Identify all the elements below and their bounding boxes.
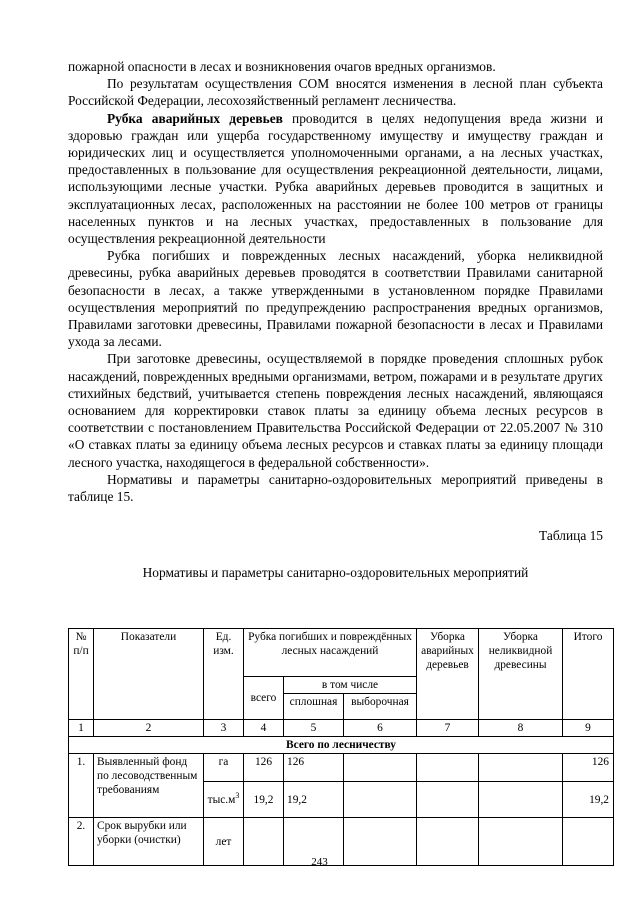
row-1-area-illiquid [479,754,563,782]
col-number-3: 3 [204,720,244,737]
header-illiquid-wood: Уборка неликвидной древесины [479,629,563,720]
row-1-area-selective [344,754,417,782]
col-number-9: 9 [563,720,614,737]
header-unit: Ед. изм. [204,629,244,720]
row-1-unit-volume-text: тыс.м [207,793,236,806]
row-1-num: 1. [69,754,94,818]
table-title: Нормативы и параметры санитарно-оздоровительных мероприятий [142,565,529,581]
paragraph-6: Нормативы и параметры санитарно-оздоровительных мероприятий приведены в таблице 15. [68,471,603,505]
header-selective-felling: выборочная [344,694,417,720]
document-body [68,58,603,581]
row-1-volume-selective [344,782,417,818]
paragraph-3 [68,110,603,248]
row-1-volume-clear: 19,2 [284,782,344,818]
row-1-unit-volume [204,782,244,818]
col-number-4: 4 [244,720,284,737]
row-1-area-sum: 126 [563,754,614,782]
row-1-volume-sum: 19,2 [563,782,614,818]
row-1-volume-total: 19,2 [244,782,284,818]
row-1-unit-volume-sup: 3 [235,790,240,800]
header-including: в том числе [284,677,417,694]
page-number: 243 [311,856,328,868]
header-total: Итого [563,629,614,720]
col-number-8: 8 [479,720,563,737]
row-2-unit: лет [204,818,244,866]
paragraph-5: При заготовке древесины, осуществляемой в порядке проведения сплошных рубок насаждений, поврежденных вредными организмами, ветром, пожарами и в результате других стихийных бедствий, учитывается степень повреждения лесных насаждений, являющаяся основанием для корректировки ставок платы за единицу объема лесных ресурсов в соответствии с постановлением Правительства Российской Федерации от 22.05.2007 № 310 «О ставках платы за единицу объема лесных ресурсов и ставках платы за единицу площади лесного участка, находящегося в федеральной собственности». [68,351,603,470]
col-number-7: 7 [417,720,479,737]
col-number-1: 1 [69,720,94,737]
paragraph-4: Рубка погибших и поврежденных лесных насаждений, уборка неликвидной древесины, рубка аварийных деревьев проводятся в соответствии Правилами санитарной безопасности в лесах, а также утвержденными в установленном порядке Правилами осуществления мероприятий по предупреждению распространения вредных организмов, Правилами заготовки древесины, Правилами пожарной безопасности в лесах и Правилами ухода за лесами. [68,248,603,350]
header-felling: Рубка погибших и повреждённых лесных насаждений [244,629,417,677]
col-number-5: 5 [284,720,344,737]
row-1-area-clear: 126 [284,754,344,782]
row-1-indicator: Выявленный фонд по лесоводственным требованиям [94,754,204,818]
row-2-indicator: Срок вырубки или уборки (очистки) [94,818,204,866]
table-label: Таблица 15 [539,528,603,544]
sanitary-measures-table [68,628,614,866]
paragraph-3-bold-lead: Рубка аварийных деревьев [107,110,283,126]
header-emergency-trees: Уборка аварийных деревьев [417,629,479,720]
col-number-2: 2 [94,720,204,737]
paragraph-1: пожарной опасности в лесах и возникновения очагов вредных организмов. [68,59,496,74]
paragraph-3-text: проводится в целях недопущения вреда жизни и здоровью граждан или ущерба государственному имуществу и имуществу граждан и юридических лиц и осуществляется уполномоченными органами, а на лесных участках, предоставленных в пользование для осуществления рекреационной деятельности, лицами, использующими лесные участки. Рубка аварийных деревьев проводится в защитных и эксплуатационных лесах, расположенных на расстоянии не более 100 метров от границы населенных пунктов и на лесных участках, предоставленных в пользование для осуществления рекреационной деятельности [68,110,603,247]
row-2-num: 2. [69,818,94,866]
header-num: № п/п [69,629,94,720]
paragraph-2: По результатам осуществления СОМ вносятся изменения в лесной план субъекта Российской Федерации, лесохозяйственный регламент лесничества. [68,76,603,109]
section-header: Всего по лесничеству [69,737,614,754]
row-1-unit-area: га [204,754,244,782]
header-total-all: всего [244,677,284,720]
row-1-volume-illiquid [479,782,563,818]
col-number-6: 6 [344,720,417,737]
row-1-area-emergency [417,754,479,782]
header-clear-felling: сплошная [284,694,344,720]
row-1-area-total: 126 [244,754,284,782]
header-indicators: Показатели [94,629,204,720]
row-1-volume-emergency [417,782,479,818]
